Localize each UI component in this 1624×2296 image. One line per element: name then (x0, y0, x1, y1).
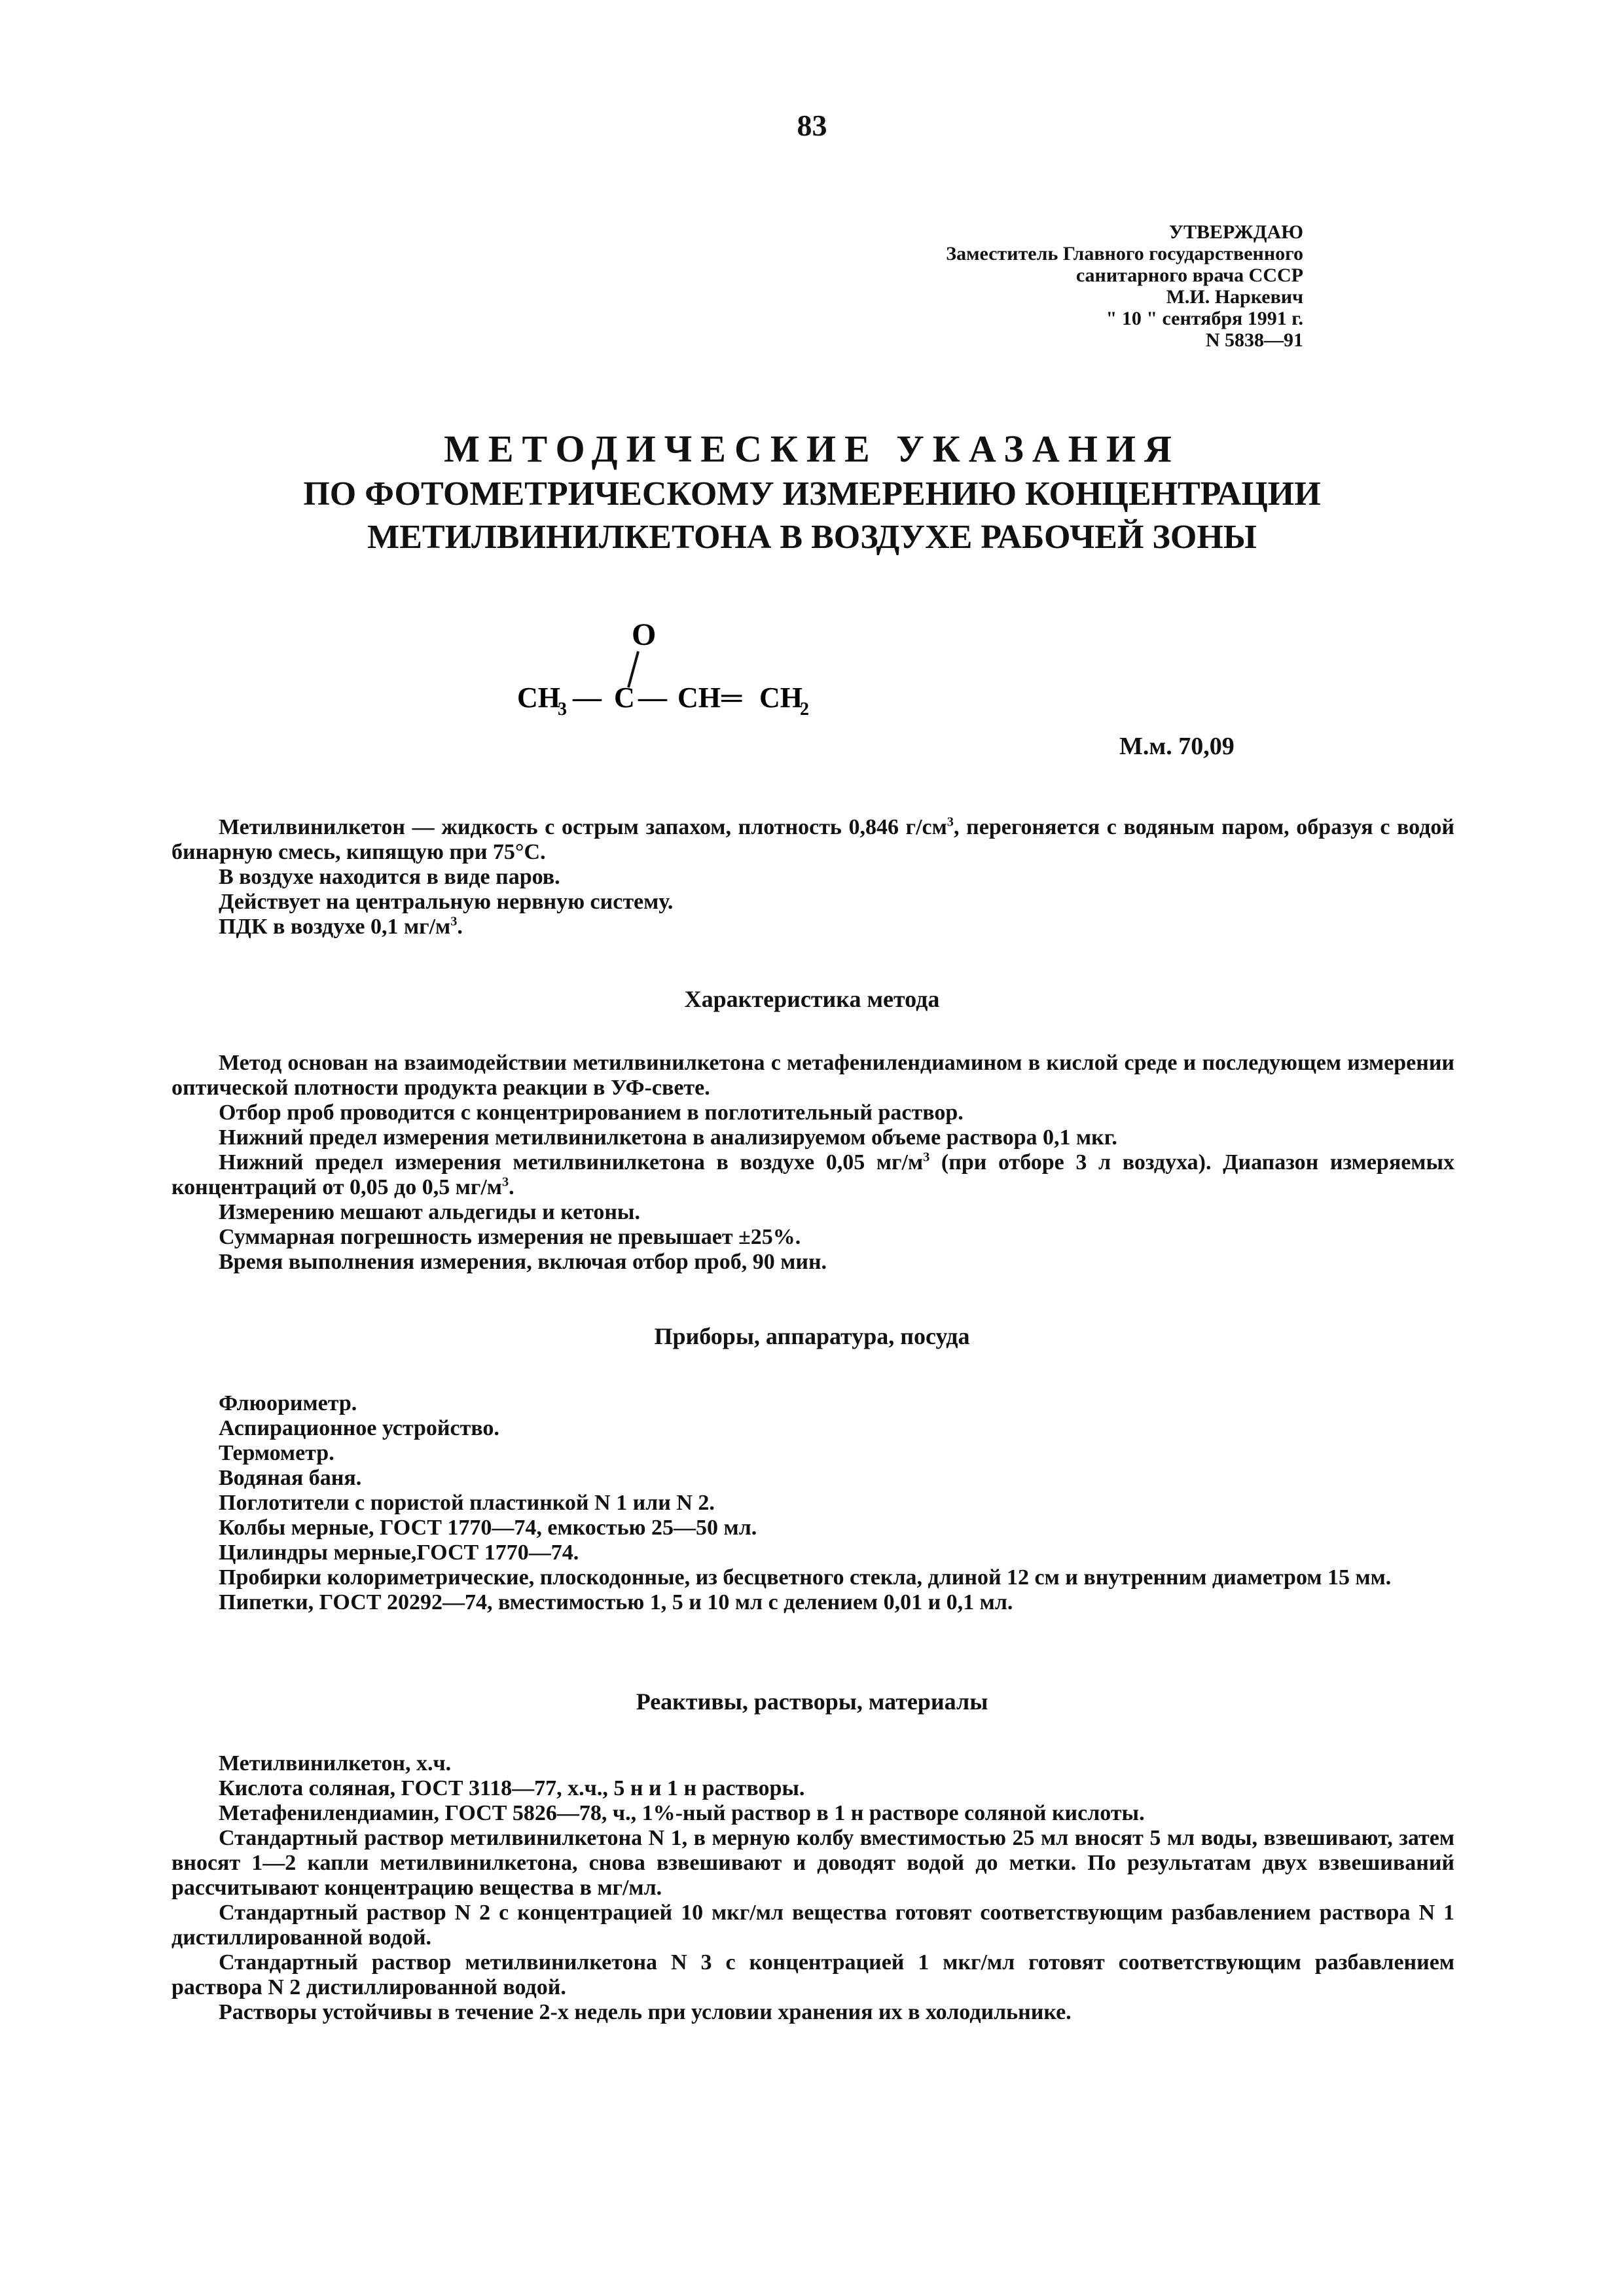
list-item: Кислота соляная, ГОСТ 3118—77, х.ч., 5 н и 1 н растворы. (219, 1776, 805, 1800)
method-paragraph: Метод основан на взаимодействии метилвинилкетона с метафенилендиамином в кислой среде и последующем измерении оптической плотности продукта реакции в УФ-свете. (171, 1051, 1454, 1100)
superscript: 3 (450, 914, 458, 929)
list-item: Стандартный раствор метилвинилкетона N 1, в мерную колбу вместимостью 25 мл вносят 5 мл воды, взвешивают, затем вносят 1—2 капли метилвинилкетона, снова взвешивают и доводят водой до метки. По результатам двух взвешиваний рассчитывают концентрацию вещества в мг/мл. (171, 1826, 1454, 1900)
approval-position-line2: санитарного врача СССР (1075, 264, 1303, 286)
formula-ch2-subscript: 2 (800, 699, 809, 720)
reagents-list (171, 1751, 1454, 2025)
method-section (171, 1051, 1454, 1275)
intro-density-text: Метилвинилкетон — жидкость с острым запахом, плотность 0,846 г/см (219, 815, 947, 839)
intro-pdk-text: ПДК в воздухе 0,1 мг/м (219, 915, 451, 939)
method-limit-text: Нижний предел измерения метилвинилкетона в воздухе 0,05 мг/м (219, 1150, 924, 1175)
instruments-heading: Приборы, аппаратура, посуда (654, 1323, 970, 1349)
method-paragraph: Измерению мешают альдегиды и кетоны. (219, 1200, 640, 1224)
list-item: Растворы устойчивы в течение 2-х недель при условии хранения их в холодильнике. (219, 2000, 1072, 2024)
intro-paragraph (171, 915, 1454, 939)
method-paragraph: Время выполнения измерения, включая отбор проб, 90 мин. (219, 1250, 827, 1274)
list-item: Пробирки колориметрические, плоскодонные, из бесцветного стекла, длиной 12 см и внутренним диаметром 15 мм. (219, 1565, 1392, 1590)
list-item: Термометр. (219, 1441, 334, 1465)
approval-number: N 5838—91 (1205, 329, 1303, 351)
formula-bond-2: — (638, 682, 667, 714)
formula-ch3-subscript: 3 (558, 699, 567, 720)
intro-paragraph: Действует на центральную нервную систему. (219, 890, 674, 914)
method-paragraph: Отбор проб проводится с концентрированием в поглотительный раствор. (219, 1101, 964, 1125)
method-paragraph (171, 1150, 1454, 1200)
list-item: Стандартный раствор метилвинилкетона N 3 с концентрацией 1 мкг/мл готовят соответствующим разбавлением раствора N 2 дистиллированной водой. (171, 1950, 1454, 1999)
formula-double-bond: ═ (721, 682, 742, 714)
formula-ch: CH (677, 682, 721, 714)
approval-stamp (946, 221, 1303, 351)
method-paragraph: Суммарная погрешность измерения не превышает ±25%. (219, 1225, 801, 1249)
reagents-heading: Реактивы, растворы, материалы (636, 1688, 988, 1715)
list-item: Поглотители с пористой пластинкой N 1 или N 2. (219, 1491, 715, 1515)
method-paragraph: Нижний предел измерения метилвинилкетона в анализируемом объеме раствора 0,1 мкг. (219, 1125, 1117, 1150)
list-item: Стандартный раствор N 2 с концентрацией 10 мкг/мл вещества готовят соответствующим разбавлением раствора N 1 дистиллированной водой. (171, 1901, 1454, 1950)
approval-date: " 10 " сентября 1991 г. (1106, 308, 1303, 329)
list-item: Метилвинилкетон, х.ч. (219, 1751, 452, 1776)
formula-oxygen: O (632, 617, 657, 652)
formula-bond-1: — (573, 682, 602, 714)
structural-formula (517, 609, 1146, 727)
instruments-list (171, 1391, 1454, 1615)
intro-paragraph (171, 815, 1454, 865)
intro-pdk-end: . (457, 915, 463, 939)
title-line-3: МЕТИЛВИНИЛКЕТОНА В ВОЗДУХЕ РАБОЧЕЙ ЗОНЫ (367, 519, 1257, 556)
superscript: 3 (501, 1175, 509, 1190)
list-item: Флюориметр. (219, 1391, 357, 1415)
superscript: 3 (947, 814, 954, 829)
list-item: Аспирационное устройство. (219, 1416, 499, 1440)
intro-boiling-text: , перегоняется с водяным паром, образуя с водой бинарную смесь, кипящую при 75°С. (171, 815, 1454, 864)
approval-signer: М.И. Наркевич (1166, 286, 1303, 308)
formula-carbon: C (614, 682, 635, 714)
list-item: Водяная баня. (219, 1466, 362, 1490)
intro-section (171, 815, 1454, 939)
title-line-2: ПО ФОТОМЕТРИЧЕСКОМУ ИЗМЕРЕНИЮ КОНЦЕНТРАЦИИ (303, 475, 1321, 513)
list-item: Пипетки, ГОСТ 20292—74, вместимостью 1, 5 и 10 мл с делением 0,01 и 0,1 мл. (219, 1590, 1013, 1614)
page-number: 83 (797, 109, 827, 142)
approval-position-line1: Заместитель Главного государственного (946, 243, 1303, 264)
method-range-text: (при отборе 3 л воздуха). Диапазон измеряемых концентраций от 0,05 до 0,5 мг/м (171, 1150, 1455, 1199)
list-item: Цилиндры мерные,ГОСТ 1770—74. (219, 1540, 579, 1565)
molecular-weight: М.м. 70,09 (1119, 733, 1235, 760)
formula-ch3: CH (517, 682, 560, 714)
intro-paragraph: В воздухе находится в виде паров. (219, 865, 560, 889)
superscript: 3 (923, 1150, 930, 1165)
method-heading: Характеристика метода (684, 986, 940, 1012)
formula-ch2: CH (759, 682, 803, 714)
approval-title: УТВЕРЖДАЮ (1168, 221, 1303, 243)
list-item: Колбы мерные, ГОСТ 1770—74, емкостью 25—50 мл. (219, 1516, 757, 1540)
list-item: Метафенилендиамин, ГОСТ 5826—78, ч., 1%-ный раствор в 1 н растворе соляной кислоты. (219, 1801, 1145, 1825)
method-range-end: . (509, 1175, 514, 1199)
title-line-1: МЕТОДИЧЕСКИЕ УКАЗАНИЯ (444, 428, 1180, 470)
document-title (0, 426, 1624, 559)
